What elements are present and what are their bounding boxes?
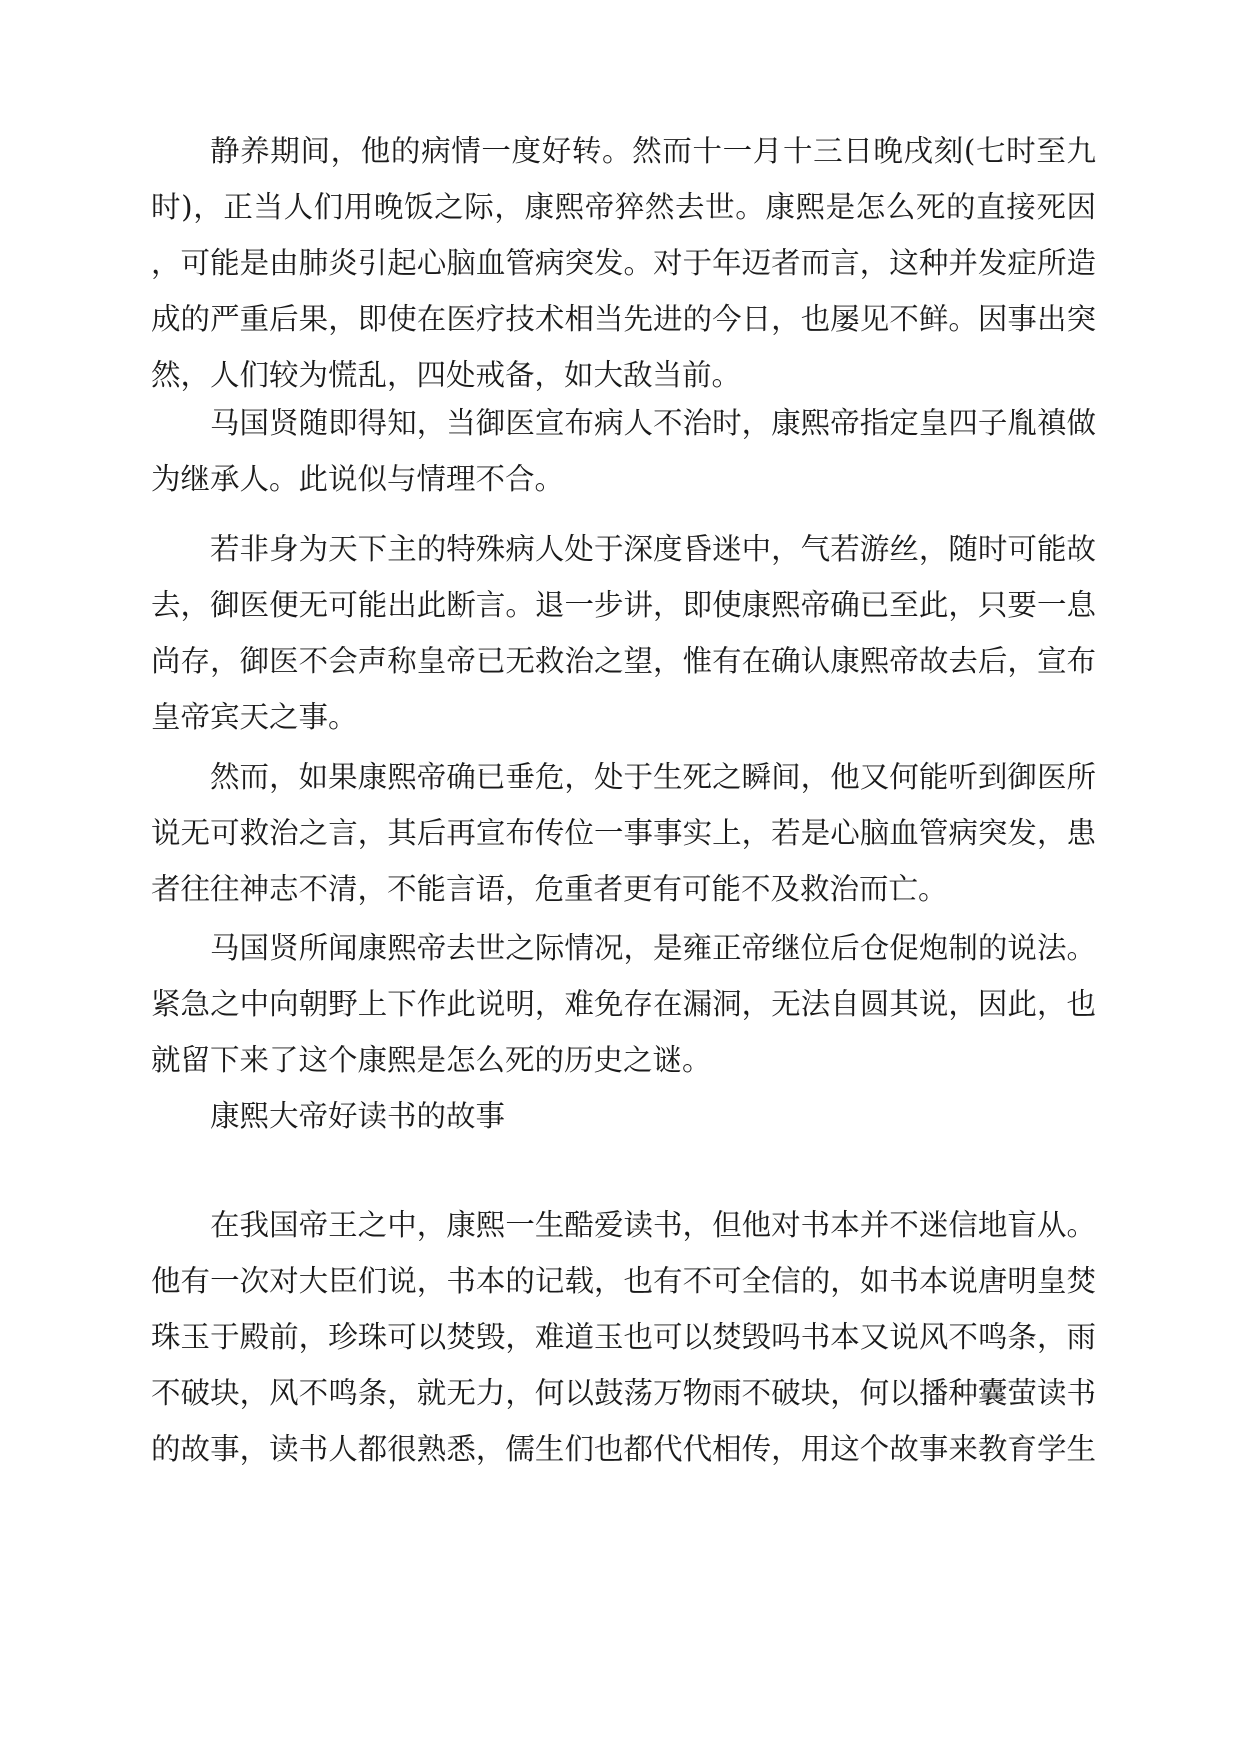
paragraph-2 xyxy=(151,395,1096,507)
text-line: 不破块，风不鸣条，就无力，何以鼓荡万物雨不破块，何以播种囊萤读书 xyxy=(151,1376,1096,1410)
text-line: 时)，正当人们用晚饭之际，康熙帝猝然去世。康熙是怎么死的直接死因 xyxy=(151,190,1096,224)
text-line: 若非身为天下主的特殊病人处于深度昏迷中，气若游丝，随时可能故 xyxy=(210,532,1096,566)
paragraph-3 xyxy=(151,521,1096,745)
paragraph-7 xyxy=(151,1197,1096,1477)
paragraph-5 xyxy=(151,920,1096,1088)
text-line: 紧急之中向朝野上下作此说明，难免存在漏洞，无法自圆其说，因此，也 xyxy=(151,987,1096,1021)
paragraph-4 xyxy=(151,749,1096,917)
section-heading xyxy=(151,1088,1096,1144)
text-line: 就留下来了这个康熙是怎么死的历史之谜。 xyxy=(151,1043,712,1077)
text-line: 尚存，御医不会声称皇帝已无救治之望，惟有在确认康熙帝故去后，宣布 xyxy=(151,644,1096,678)
text-line: 马国贤所闻康熙帝去世之际情况，是雍正帝继位后仓促炮制的说法。 xyxy=(210,931,1096,965)
text-line: 说无可救治之言，其后再宣布传位一事事实上，若是心脑血管病突发，患 xyxy=(151,816,1096,850)
text-line: 去，御医便无可能出此断言。退一步讲，即使康熙帝确已至此，只要一息 xyxy=(151,588,1096,622)
text-line: 珠玉于殿前，珍珠可以焚毁，难道玉也可以焚毁吗书本又说风不鸣条，雨 xyxy=(151,1320,1096,1354)
paragraph-1 xyxy=(151,123,1096,403)
text-line: 皇帝宾天之事。 xyxy=(151,700,358,734)
text-line: 他有一次对大臣们说，书本的记载，也有不可全信的，如书本说唐明皇焚 xyxy=(151,1264,1096,1298)
text-line: 成的严重后果，即使在医疗技术相当先进的今日，也屡见不鲜。因事出突 xyxy=(151,302,1096,336)
text-line: 然而，如果康熙帝确已垂危，处于生死之瞬间，他又何能听到御医所 xyxy=(210,760,1096,794)
text-line: 静养期间，他的病情一度好转。然而十一月十三日晚戌刻(七时至九 xyxy=(210,134,1096,168)
text-line: 在我国帝王之中，康熙一生酷爱读书，但他对书本并不迷信地盲从。 xyxy=(210,1208,1096,1242)
text-line: 者往往神志不清，不能言语，危重者更有可能不及救治而亡。 xyxy=(151,872,948,906)
text-line: 的故事，读书人都很熟悉，儒生们也都代代相传，用这个故事来教育学生 xyxy=(151,1432,1096,1466)
text-line: 为继承人。此说似与情理不合。 xyxy=(151,462,565,496)
text-line: 然，人们较为慌乱，四处戒备，如大敌当前。 xyxy=(151,358,742,392)
section-heading-text: 康熙大帝好读书的故事 xyxy=(210,1099,506,1133)
text-line: ，可能是由肺炎引起心脑血管病突发。对于年迈者而言，这种并发症所造 xyxy=(151,246,1096,280)
text-line: 马国贤随即得知，当御医宣布病人不治时，康熙帝指定皇四子胤禛做 xyxy=(210,406,1096,440)
